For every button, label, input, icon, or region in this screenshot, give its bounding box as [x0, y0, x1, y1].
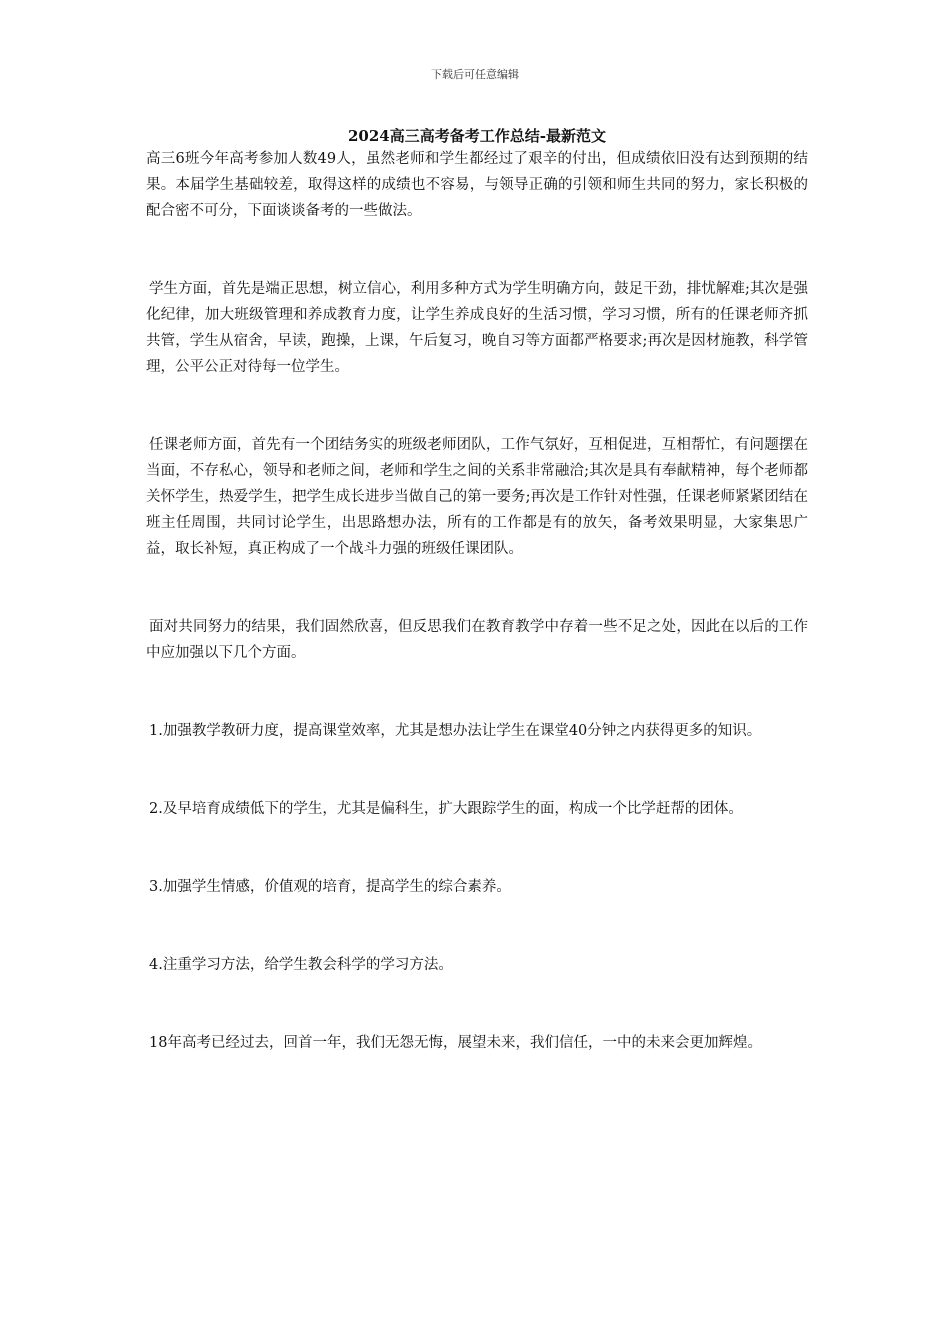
- paragraph-intro: 高三6班今年高考参加人数49人，虽然老师和学生都经过了艰辛的付出，但成绩依旧没有达到预期的结果。本届学生基础较差，取得这样的成绩也不容易，与领导正确的引领和师生共同的努力，家长积极的配合密不可分，下面谈谈备考的一些做法。: [146, 151, 808, 219]
- paragraph-gap: [146, 978, 808, 1030]
- list-item-3: 3.加强学生情感，价值观的培育，提高学生的综合素养。: [149, 879, 511, 895]
- paragraph-gap: [146, 822, 808, 874]
- paragraph-teachers: 任课老师方面，首先有一个团结务实的班级老师团队，工作气氛好，互相促进，互相帮忙，有问题摆在当面，不存私心，领导和老师之间，老师和学生之间的关系非常融洽;其次是具有奉献精神，每个老师都关怀学生，热爱学生，把学生成长进步当做自己的第一要务;再次是工作针对性强，任课老师紧紧团结在班主任周围，共同讨论学生，出思路想办法，所有的工作都是有的放矢，备考效果明显，大家集思广益，取长补短，真正构成了一个战斗力强的班级任课团队。: [146, 437, 808, 557]
- paragraph-gap: [146, 900, 808, 952]
- paragraph-gap: [146, 744, 808, 796]
- paragraph-gap: [146, 562, 808, 614]
- document-title: 2024高三高考备考工作总结-最新范文: [348, 127, 606, 145]
- list-item-2: 2.及早培育成绩低下的学生，尤其是偏科生，扩大跟踪学生的面，构成一个比学赶帮的团体。: [149, 801, 743, 817]
- paragraph-closing: 18年高考已经过去，回首一年，我们无怨无悔，展望未来，我们信任，一中的未来会更加辉煌。: [149, 1035, 762, 1051]
- paragraph-gap: [146, 224, 808, 276]
- paragraph-students: 学生方面，首先是端正思想，树立信心，利用多种方式为学生明确方向，鼓足干劲，排忧解难;其次是强化纪律，加大班级管理和养成教育力度，让学生养成良好的生活习惯，学习习惯，所有的任课老师齐抓共管，学生从宿舍，早读，跑操，上课，午后复习，晚自习等方面都严格要求;再次是因材施教，科学管理，公平公正对待每一位学生。: [146, 281, 808, 375]
- list-item-1: 1.加强教学教研力度，提高课堂效率，尤其是想办法让学生在课堂40分钟之内获得更多的知识。: [149, 723, 762, 739]
- paragraph-reflection: 面对共同努力的结果，我们固然欣喜，但反思我们在教育教学中存着一些不足之处，因此在以后的工作中应加强以下几个方面。: [146, 619, 808, 661]
- paragraph-gap: [146, 666, 808, 718]
- document-body: [146, 126, 808, 1056]
- list-item-4: 4.注重学习方法，给学生教会科学的学习方法。: [149, 957, 453, 973]
- paragraph-gap: [146, 380, 808, 432]
- page-header-note: 下载后可任意编辑: [431, 68, 519, 81]
